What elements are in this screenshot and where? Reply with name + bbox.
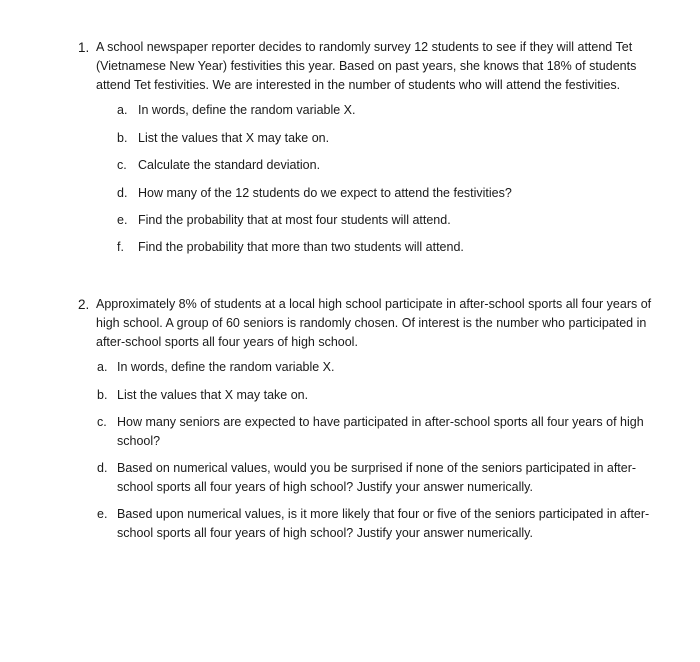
question-line: A school newspaper reporter decides to randomly survey 12 students to see if they will attend Tet bbox=[96, 40, 633, 54]
part-letter: f. bbox=[117, 240, 124, 254]
question-line: Approximately 8% of students at a local high school participate in after-school sports all four years of bbox=[96, 297, 652, 311]
part-letter: d. bbox=[117, 186, 128, 200]
part-text: Find the probability that more than two students will attend. bbox=[138, 240, 464, 254]
part-line: How many seniors are expected to have participated in after-school sports all four years of high bbox=[117, 415, 644, 429]
part-text: List the values that X may take on. bbox=[138, 131, 330, 145]
part-letter: c. bbox=[97, 415, 107, 429]
part-line: Based upon numerical values, is it more likely that four or five of the seniors participated in after- bbox=[117, 507, 650, 521]
question-line: high school. A group of 60 seniors is randomly chosen. Of interest is the number who participated in bbox=[96, 316, 647, 330]
part-text bbox=[117, 413, 677, 451]
question-number: 2. bbox=[78, 297, 90, 312]
part-letter: b. bbox=[97, 388, 108, 402]
question-line: after-school sports all four years of high school. bbox=[96, 335, 358, 349]
part-text: In words, define the random variable X. bbox=[117, 360, 335, 374]
question-text bbox=[96, 295, 686, 352]
part-letter: c. bbox=[117, 158, 127, 172]
part-text: How many of the 12 students do we expect to attend the festivities? bbox=[138, 186, 512, 200]
part-text bbox=[117, 459, 677, 497]
part-line: school sports all four years of high school? Justify your answer numerically. bbox=[117, 526, 533, 540]
question-line: (Vietnamese New Year) festivities this year. Based on past years, she knows that 18% of students bbox=[96, 59, 637, 73]
part-text: Calculate the standard deviation. bbox=[138, 158, 321, 172]
part-letter: d. bbox=[97, 461, 108, 475]
part-line: school sports all four years of high school? Justify your answer numerically. bbox=[117, 480, 533, 494]
question-text bbox=[96, 38, 661, 95]
part-text: Find the probability that at most four students will attend. bbox=[138, 213, 451, 227]
part-line: school? bbox=[117, 434, 161, 448]
part-letter: a. bbox=[117, 103, 128, 117]
part-text: List the values that X may take on. bbox=[117, 388, 309, 402]
part-letter: e. bbox=[117, 213, 128, 227]
part-letter: b. bbox=[117, 131, 128, 145]
part-text bbox=[117, 505, 677, 543]
part-letter: a. bbox=[97, 360, 108, 374]
part-letter: e. bbox=[97, 507, 108, 521]
question-line: attend Tet festivities. We are interested in the number of students who will attend the festivities. bbox=[96, 78, 621, 92]
part-line: Based on numerical values, would you be surprised if none of the seniors participated in after- bbox=[117, 461, 637, 475]
part-text: In words, define the random variable X. bbox=[138, 103, 356, 117]
question-number: 1. bbox=[78, 40, 90, 55]
